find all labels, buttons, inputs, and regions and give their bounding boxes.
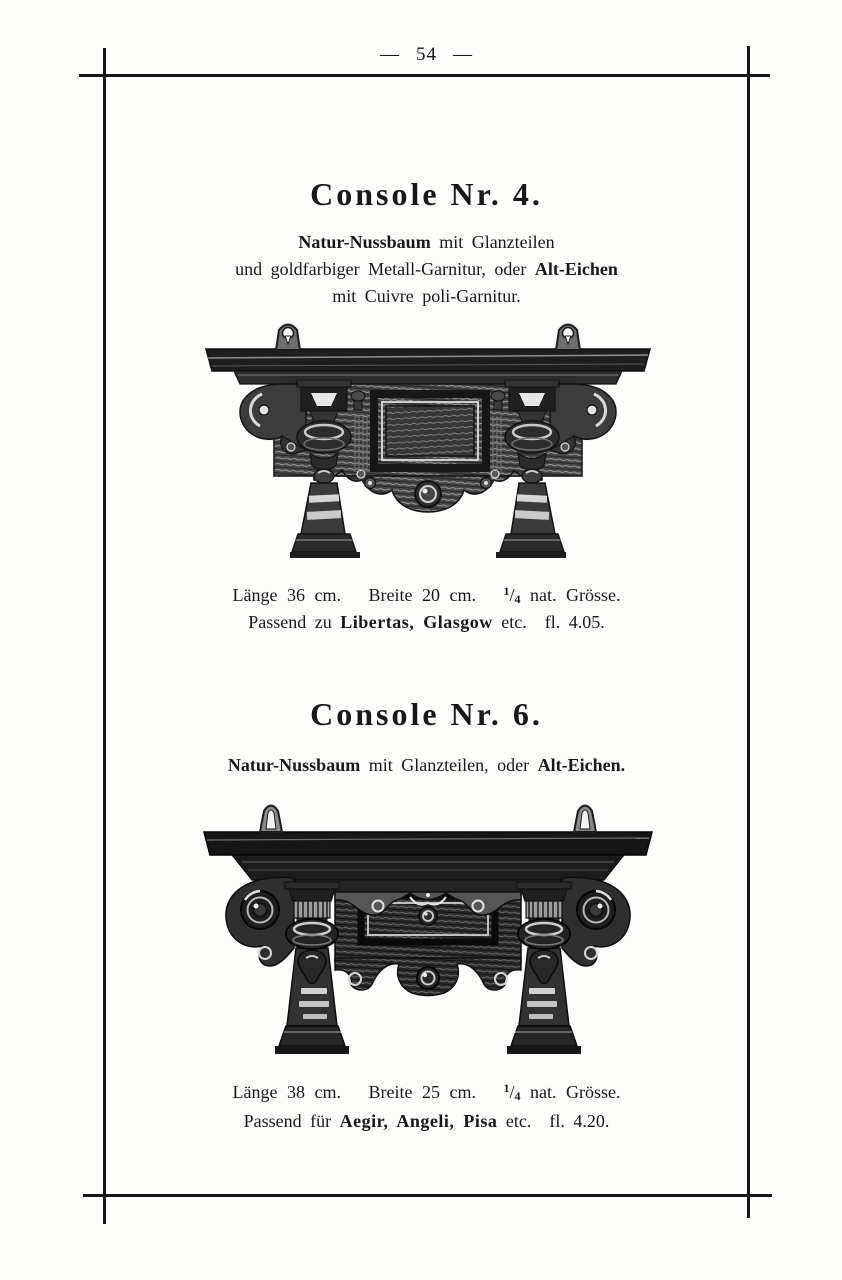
fit-suffix: etc. [492, 612, 527, 632]
spec-length: Länge 36 cm. [232, 585, 341, 605]
description-line [298, 232, 554, 252]
frame-rule-left [103, 48, 106, 1224]
spec-width: Breite 20 cm. [368, 585, 476, 605]
description-text: mit Glanzteilen, oder [360, 755, 538, 775]
material-name: Alt-Eichen. [537, 755, 626, 775]
page-number [104, 44, 749, 66]
product-price: fl. 4.20. [549, 1111, 610, 1131]
frame-rule-bottom [83, 1194, 772, 1197]
product-title-console-6: Console Nr. 6. [310, 696, 543, 732]
material-name: Natur-Nussbaum [298, 232, 431, 252]
fraction-slash: / [509, 1082, 515, 1102]
product-specs-console-6 [104, 1081, 749, 1104]
page-number-dash-left: — [380, 44, 400, 65]
description-text: mit Glanzteilen [430, 232, 555, 252]
page-number-value: 54 [416, 44, 437, 65]
material-name: Alt-Eichen [534, 259, 618, 279]
fraction-numerator: 1 [503, 584, 510, 598]
product-fit-console-4 [104, 612, 749, 633]
spec-length: Länge 38 cm. [232, 1082, 341, 1102]
console-nr-4-illustration [198, 318, 658, 570]
description-line [235, 259, 618, 279]
fit-prefix: Passend zu [248, 612, 341, 632]
frame-rule-top [79, 74, 770, 77]
fraction-slash: / [509, 585, 515, 605]
scale-text: nat. Grösse. [529, 1082, 621, 1102]
fraction-denominator: 4 [514, 592, 521, 606]
description-text: und goldfarbiger Metall-Garnitur, oder [235, 259, 535, 279]
fraction-denominator: 4 [514, 1089, 521, 1103]
console-nr-6-illustration [198, 798, 658, 1066]
fit-models: Libertas, Glasgow [340, 612, 493, 632]
fraction-numerator: 1 [503, 1081, 510, 1095]
material-name: Natur-Nussbaum [227, 755, 361, 775]
fit-suffix: etc. [497, 1111, 532, 1131]
product-description-console-4 [104, 229, 749, 310]
spec-scale [503, 1082, 620, 1102]
console-nr-4-engraving [198, 318, 658, 570]
product-fit-console-6 [104, 1111, 749, 1132]
description-line [228, 755, 625, 775]
product-title-console-4: Console Nr. 4. [310, 176, 543, 212]
spec-width: Breite 25 cm. [368, 1082, 476, 1102]
product-specs-console-4 [104, 584, 749, 607]
description-line: mit Cuivre poli-Garnitur. [332, 286, 521, 306]
fit-prefix: Passend für [243, 1111, 340, 1131]
product-price: fl. 4.05. [544, 612, 605, 632]
product-description-console-6 [104, 752, 749, 779]
scale-text: nat. Grösse. [529, 585, 621, 605]
page-number-dash-right: — [453, 44, 473, 65]
fit-models: Aegir, Angeli, Pisa [339, 1111, 498, 1131]
spec-scale [503, 585, 620, 605]
console-nr-6-engraving [198, 798, 658, 1066]
